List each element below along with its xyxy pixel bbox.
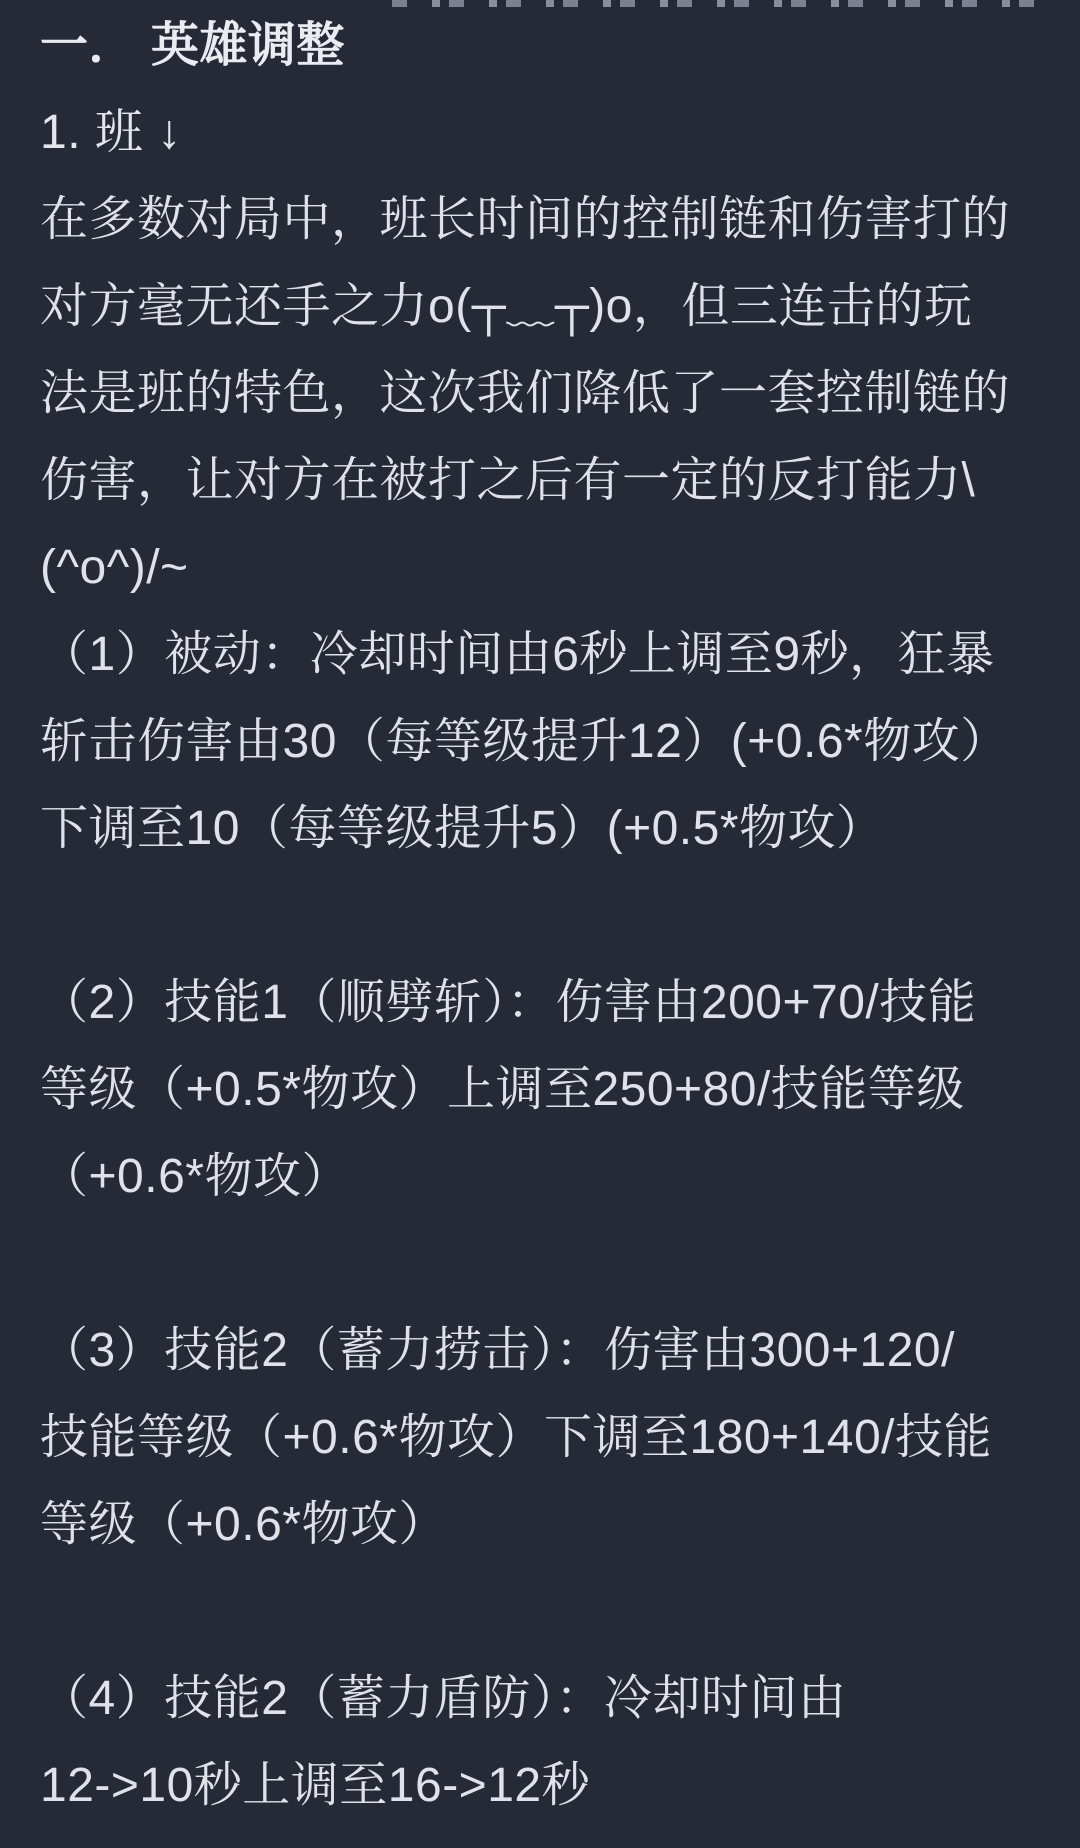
hero-note-line-3: 法是班的特色，这次我们降低了一套控制链的 [40,367,1011,420]
hero-note-line-2: 对方毫无还手之力o(┬﹏┬)o，但三连击的玩 [40,280,973,333]
blank-line [40,872,1052,959]
skill1-change-line-1: （2）技能1（顺劈斩）：伤害由200+70/技能 [40,976,977,1029]
blank-line [40,1220,1052,1307]
skill1-change-line-3: （+0.6*物攻） [40,1150,350,1203]
hero-note-line-5: (^o^)/~ [40,541,189,594]
skill2-shield-change-line-2: 12->10秒上调至16->12秒 [40,1759,591,1812]
skill1-change-line-2: 等级（+0.5*物攻）上调至250+80/技能等级 [40,1063,965,1116]
blank-line [40,1568,1052,1655]
skill2-change-line-1: （3）技能2（蓄力捞击）：伤害由300+120/ [40,1324,955,1377]
skill2-change-line-3: 等级（+0.6*物攻） [40,1498,447,1551]
section-heading: 一． 英雄调整 [40,19,345,72]
patch-notes-text [40,2,1052,1829]
passive-change-line-2: 斩击伤害由30（每等级提升12）(+0.6*物攻） [40,715,1009,768]
skill2-change-line-2: 技能等级（+0.6*物攻）下调至180+140/技能 [40,1411,992,1464]
hero-note-line-1: 在多数对局中，班长时间的控制链和伤害打的 [40,193,1011,246]
passive-change-line-3: 下调至10（每等级提升5）(+0.5*物攻） [40,802,885,855]
passive-change-line-1: （1）被动：冷却时间由6秒上调至9秒，狂暴 [40,628,995,681]
hero-name-line: 1. 班 ↓ [40,106,182,159]
skill2-shield-change-line-1: （4）技能2（蓄力盾防）：冷却时间由 [40,1672,847,1725]
hero-note-line-4: 伤害，让对方在被打之后有一定的反打能力\ [40,454,976,507]
